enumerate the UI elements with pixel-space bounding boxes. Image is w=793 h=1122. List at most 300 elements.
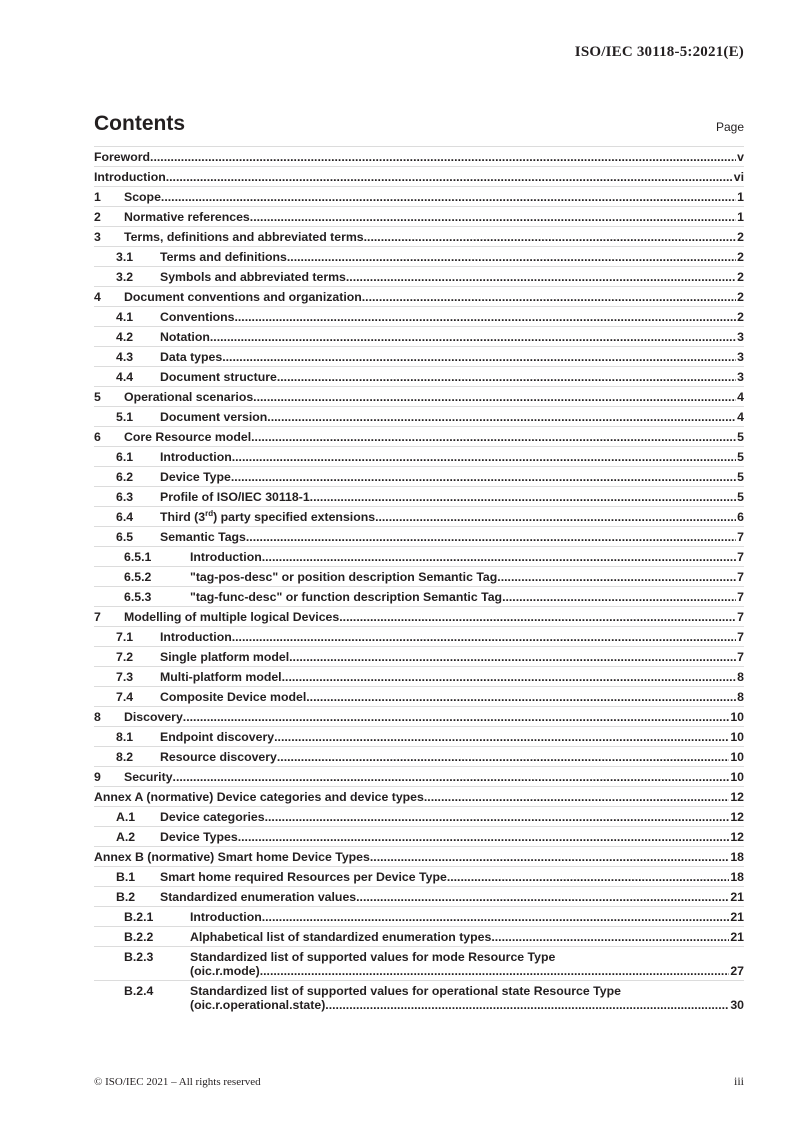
toc-entry-line (160, 330, 744, 344)
toc-entry-title (160, 450, 232, 464)
toc-entry-title-text: ) party specified extensions (213, 510, 376, 524)
dot-leader (364, 230, 737, 244)
dot-leader (287, 250, 736, 264)
row-divider (94, 946, 744, 947)
toc-entry-line (190, 550, 744, 564)
toc-entry-line (160, 450, 744, 464)
table-of-contents (94, 146, 744, 1014)
toc-entry-title (160, 630, 232, 644)
dot-leader (222, 350, 736, 364)
toc-entry-page: 7 (737, 610, 744, 624)
toc-entry[interactable] (94, 906, 744, 926)
dot-leader (238, 830, 730, 844)
dot-leader (310, 490, 736, 504)
toc-entry-line (160, 370, 744, 384)
row-divider (94, 846, 744, 847)
toc-entry[interactable] (94, 226, 744, 246)
toc-entry-page: 8 (737, 670, 744, 684)
toc-entry-line (160, 530, 744, 544)
row-divider (94, 446, 744, 447)
toc-entry-page: v (737, 150, 744, 164)
toc-entry-title-text: Discovery (124, 710, 183, 724)
toc-entry[interactable] (94, 926, 744, 946)
row-divider (94, 346, 744, 347)
toc-entry[interactable] (94, 146, 744, 166)
toc-entry[interactable] (94, 386, 744, 406)
toc-entry[interactable] (94, 980, 744, 1014)
toc-entry-title-text: Resource discovery (160, 750, 277, 764)
dot-leader (346, 270, 736, 284)
toc-entry-title (160, 310, 234, 324)
row-divider (94, 786, 744, 787)
toc-entry-page: 5 (737, 490, 744, 504)
toc-entry-page: 12 (730, 830, 744, 844)
toc-entry-title-text: Normative references (124, 210, 250, 224)
toc-entry-number: 3.1 (116, 250, 134, 264)
toc-entry-page: 30 (730, 998, 744, 1012)
dot-leader (232, 450, 736, 464)
dot-leader (375, 510, 736, 524)
toc-entry-line (190, 964, 744, 978)
toc-entry[interactable] (94, 666, 744, 686)
toc-entry-title-text: "tag-pos-desc" or position description Semantic Tag (190, 570, 498, 584)
dot-leader (260, 964, 730, 978)
toc-entry-title-text: Introduction (190, 550, 262, 564)
toc-entry-line (190, 910, 744, 924)
document-identifier: ISO/IEC 30118-5:2021(E) (574, 44, 744, 60)
row-divider (94, 726, 744, 727)
toc-entry-page: 7 (737, 650, 744, 664)
row-divider (94, 980, 744, 981)
toc-entry-title (124, 430, 251, 444)
toc-entry-page: 2 (737, 250, 744, 264)
toc-entry-page: 3 (737, 350, 744, 364)
toc-entry-title-text: Symbols and abbreviated terms (160, 270, 346, 284)
toc-entry-page: 2 (737, 310, 744, 324)
toc-entry-title (94, 850, 370, 864)
toc-entry[interactable] (94, 286, 744, 306)
dot-leader (339, 610, 736, 624)
toc-entry-page: 27 (730, 964, 744, 978)
toc-entry[interactable] (94, 326, 744, 346)
toc-entry-line (160, 270, 744, 284)
toc-entry-title (160, 670, 282, 684)
toc-entry-title (94, 790, 424, 804)
toc-entry[interactable] (94, 766, 744, 786)
dot-leader (424, 790, 729, 804)
toc-entry-title (160, 530, 246, 544)
toc-entry-page: 21 (730, 890, 744, 904)
dot-leader (161, 190, 736, 204)
toc-entry-number: 6.5 (116, 530, 134, 544)
row-divider (94, 426, 744, 427)
dot-leader (325, 998, 729, 1012)
row-divider (94, 866, 744, 867)
toc-entry-page: 2 (737, 290, 744, 304)
toc-entry-title (190, 910, 262, 924)
dot-leader (234, 310, 736, 324)
toc-entry[interactable] (94, 306, 744, 326)
toc-entry-title-text: Security (124, 770, 173, 784)
toc-entry-title (124, 290, 362, 304)
toc-entry-number: 4.1 (116, 310, 134, 324)
toc-entry[interactable] (94, 726, 744, 746)
toc-entry-page: 10 (730, 710, 744, 724)
toc-entry[interactable] (94, 186, 744, 206)
row-divider (94, 926, 744, 927)
toc-entry[interactable] (94, 466, 744, 486)
toc-entry-title (190, 964, 260, 978)
toc-entry-title (124, 230, 364, 244)
toc-entry[interactable] (94, 546, 744, 566)
toc-entry-title-text: Document conventions and organization (124, 290, 362, 304)
toc-entry-title (160, 490, 310, 504)
toc-entry-number: 4.3 (116, 350, 134, 364)
toc-entry[interactable] (94, 346, 744, 366)
toc-entry[interactable] (94, 706, 744, 726)
dot-leader (183, 710, 730, 724)
toc-entry-page: 6 (737, 510, 744, 524)
toc-entry-line (160, 750, 744, 764)
toc-entry-line (160, 890, 744, 904)
row-divider (94, 806, 744, 807)
dot-leader (497, 570, 736, 584)
toc-entry-line (160, 410, 744, 424)
toc-entry-line (124, 230, 744, 244)
row-divider (94, 646, 744, 647)
toc-entry-number: 7.1 (116, 630, 134, 644)
row-divider (94, 366, 744, 367)
toc-entry-line (160, 310, 744, 324)
dot-leader (267, 410, 736, 424)
row-divider (94, 526, 744, 527)
toc-entry-title-text: Introduction (160, 630, 232, 644)
toc-entry-number: B.2.4 (124, 984, 154, 998)
toc-entry-line (94, 170, 744, 184)
toc-entry-title (94, 150, 150, 164)
toc-entry-number: 6.2 (116, 470, 134, 484)
row-divider (94, 906, 744, 907)
dot-leader (289, 650, 736, 664)
row-divider (94, 486, 744, 487)
toc-entry[interactable] (94, 206, 744, 226)
toc-entry-number: 6.5.1 (124, 550, 152, 564)
toc-entry[interactable] (94, 526, 744, 546)
toc-entry-title-text: "tag-func-desc" or function description Semantic Tag (190, 590, 503, 604)
row-divider (94, 566, 744, 567)
toc-entry-page: 21 (730, 910, 744, 924)
toc-entry-line (124, 710, 744, 724)
toc-entry-title-text: Composite Device model (160, 690, 307, 704)
toc-entry-title-text: Modelling of multiple logical Devices (124, 610, 340, 624)
toc-entry-number: B.2 (116, 890, 136, 904)
dot-leader (253, 390, 736, 404)
row-divider (94, 506, 744, 507)
toc-entry-title-text: Semantic Tags (160, 530, 246, 544)
toc-entry-title (160, 830, 238, 844)
toc-entry[interactable] (94, 566, 744, 586)
row-divider (94, 546, 744, 547)
toc-entry[interactable] (94, 846, 744, 866)
toc-entry-title-text: Notation (160, 330, 210, 344)
toc-entry-title-text: Multi-platform model (160, 670, 282, 684)
toc-entry-title (160, 250, 287, 264)
toc-entry-number: 3.2 (116, 270, 134, 284)
toc-entry-title-text: Profile of ISO/IEC 30118-1 (160, 490, 310, 504)
toc-entry-number: 4.4 (116, 370, 134, 384)
toc-entry[interactable] (94, 446, 744, 466)
toc-entry[interactable] (94, 686, 744, 706)
toc-entry-number: 3 (94, 230, 101, 244)
toc-entry-number: 8 (94, 710, 101, 724)
toc-entry[interactable] (94, 266, 744, 286)
toc-entry-line (190, 998, 744, 1012)
toc-entry-title-text: Single platform model (160, 650, 290, 664)
superscript: rd (205, 508, 214, 518)
toc-entry-line (124, 210, 744, 224)
dot-leader (282, 670, 737, 684)
row-divider (94, 246, 744, 247)
row-divider (94, 686, 744, 687)
dot-leader (277, 750, 729, 764)
toc-entry[interactable] (94, 426, 744, 446)
toc-entry-line (160, 350, 744, 364)
dot-leader (502, 590, 736, 604)
toc-entry-number: 5.1 (116, 410, 134, 424)
toc-entry-title (160, 890, 356, 904)
row-divider (94, 146, 744, 147)
toc-entry-page: 12 (730, 790, 744, 804)
toc-entry-page: 7 (737, 550, 744, 564)
toc-entry-number: 6.1 (116, 450, 134, 464)
toc-entry-page: 10 (730, 750, 744, 764)
toc-entry-number: A.2 (116, 830, 136, 844)
toc-entry-title-text: Introduction (190, 910, 262, 924)
dot-leader (306, 690, 736, 704)
toc-entry-page: 18 (730, 870, 744, 884)
toc-entry-title-text: Annex B (normative) Smart home Device Types (94, 850, 370, 864)
toc-entry-page: 7 (737, 590, 744, 604)
contents-heading: Contents (94, 112, 185, 135)
toc-entry[interactable] (94, 786, 744, 806)
toc-entry-number: B.2.3 (124, 950, 154, 964)
toc-entry-line (160, 730, 744, 744)
toc-entry[interactable] (94, 606, 744, 626)
toc-entry-number: 7 (94, 610, 101, 624)
dot-leader (173, 770, 730, 784)
toc-entry-page: 10 (730, 730, 744, 744)
dot-leader (370, 850, 729, 864)
toc-entry-line (160, 810, 744, 824)
toc-entry-number: 7.2 (116, 650, 134, 664)
row-divider (94, 466, 744, 467)
toc-entry[interactable] (94, 506, 744, 526)
toc-entry-page: 5 (737, 430, 744, 444)
toc-entry-title-text: Smart home required Resources per Device Type (160, 870, 447, 884)
toc-entry-title-text: (oic.r.mode) (190, 964, 260, 978)
toc-entry-line (124, 290, 744, 304)
toc-entry[interactable] (94, 406, 744, 426)
toc-entry-title-text: Device Type (160, 470, 231, 484)
dot-leader (265, 810, 730, 824)
toc-entry-page: 5 (737, 450, 744, 464)
toc-entry-number: 1 (94, 190, 101, 204)
toc-entry-title-text: Terms, definitions and abbreviated terms (124, 230, 364, 244)
toc-entry[interactable] (94, 246, 744, 266)
toc-entry-page: 7 (737, 530, 744, 544)
toc-entry-title (160, 410, 267, 424)
toc-entry-page: 3 (737, 370, 744, 384)
toc-entry-title-text: Device Types (160, 830, 238, 844)
toc-entry-title-text: Conventions (160, 310, 235, 324)
toc-entry-number: 6 (94, 430, 101, 444)
dot-leader (491, 930, 729, 944)
toc-entry-line (160, 510, 744, 524)
row-divider (94, 886, 744, 887)
toc-entry-title-text: Core Resource model (124, 430, 252, 444)
row-divider (94, 206, 744, 207)
row-divider (94, 306, 744, 307)
toc-entry[interactable] (94, 586, 744, 606)
toc-entry[interactable] (94, 486, 744, 506)
toc-entry-line (124, 390, 744, 404)
dot-leader (274, 730, 729, 744)
toc-entry[interactable] (94, 366, 744, 386)
toc-entry-title (160, 370, 277, 384)
toc-entry-page: 8 (737, 690, 744, 704)
toc-entry[interactable] (94, 646, 744, 666)
dot-leader (251, 430, 736, 444)
dot-leader (250, 210, 736, 224)
toc-entry-page: 7 (737, 570, 744, 584)
toc-entry-title-text: Introduction (94, 170, 166, 184)
toc-entry-line (160, 490, 744, 504)
page-column-label: Page (715, 120, 744, 134)
toc-entry[interactable] (94, 946, 744, 980)
toc-entry-number: B.1 (116, 870, 136, 884)
toc-entry-title (160, 690, 306, 704)
toc-entry-title (160, 750, 277, 764)
toc-entry[interactable] (94, 866, 744, 886)
row-divider (94, 266, 744, 267)
toc-entry-page: 4 (737, 390, 744, 404)
dot-leader (231, 470, 736, 484)
toc-entry-line (190, 930, 744, 944)
row-divider (94, 226, 744, 227)
toc-entry-title (124, 190, 161, 204)
toc-entry-number: 7.4 (116, 690, 134, 704)
toc-entry[interactable] (94, 806, 744, 826)
toc-entry-line (94, 790, 744, 804)
dot-leader (262, 550, 736, 564)
row-divider (94, 746, 744, 747)
toc-entry-line (160, 250, 744, 264)
row-divider (94, 166, 744, 167)
toc-entry-title (124, 210, 250, 224)
toc-entry-line (190, 570, 744, 584)
toc-entry-title-text: Foreword (94, 150, 151, 164)
toc-entry-title-line: Standardized list of supported values for operational state Resource Type (190, 984, 621, 998)
dot-leader (166, 170, 733, 184)
toc-entry-title (190, 998, 325, 1012)
toc-entry-line (160, 670, 744, 684)
toc-entry-title (94, 170, 166, 184)
toc-entry-title (190, 570, 497, 584)
toc-entry-line (124, 430, 744, 444)
row-divider (94, 706, 744, 707)
toc-entry-number: B.2.1 (124, 910, 154, 924)
row-divider (94, 586, 744, 587)
toc-entry-number: 6.5.2 (124, 570, 152, 584)
toc-entry-number: 8.1 (116, 730, 134, 744)
toc-entry[interactable] (94, 166, 744, 186)
toc-entry-title (190, 930, 491, 944)
toc-entry-line (190, 590, 744, 604)
toc-entry-title-text: Data types (160, 350, 223, 364)
toc-entry-number: B.2.2 (124, 930, 154, 944)
toc-entry-title-text: Endpoint discovery (160, 730, 275, 744)
row-divider (94, 606, 744, 607)
row-divider (94, 766, 744, 767)
toc-entry-number: A.1 (116, 810, 136, 824)
toc-entry-page: 2 (737, 270, 744, 284)
toc-entry-title-text: Document structure (160, 370, 277, 384)
toc-entry-title (160, 810, 265, 824)
row-divider (94, 286, 744, 287)
toc-entry-number: 7.3 (116, 670, 134, 684)
toc-entry-line (160, 630, 744, 644)
toc-entry-title-text: Third (3 (160, 510, 206, 524)
toc-entry-title-text: Scope (124, 190, 161, 204)
toc-entry-title (124, 390, 253, 404)
toc-entry-line (160, 470, 744, 484)
toc-entry-title-text: Document version (160, 410, 268, 424)
toc-entry-line (124, 610, 744, 624)
toc-entry[interactable] (94, 886, 744, 906)
toc-entry-number: 6.3 (116, 490, 134, 504)
row-divider (94, 666, 744, 667)
toc-entry-title-text: Terms and definitions (160, 250, 287, 264)
toc-entry[interactable] (94, 746, 744, 766)
toc-entry-page: 21 (730, 930, 744, 944)
toc-entry-number: 5 (94, 390, 101, 404)
toc-entry[interactable] (94, 626, 744, 646)
toc-entry-line (160, 650, 744, 664)
toc-entry-number: 9 (94, 770, 101, 784)
toc-entry-page: 1 (737, 210, 744, 224)
toc-entry-page: 5 (737, 470, 744, 484)
toc-entry-title-text: Standardized enumeration values (160, 890, 357, 904)
toc-entry-title (190, 550, 262, 564)
toc-entry-title (160, 650, 289, 664)
toc-entry-line (124, 190, 744, 204)
toc-entry-number: 2 (94, 210, 101, 224)
toc-entry-title (190, 590, 502, 604)
toc-entry-line (160, 830, 744, 844)
dot-leader (262, 910, 730, 924)
toc-entry-title (160, 470, 231, 484)
toc-entry-title (124, 770, 173, 784)
toc-entry-line (160, 690, 744, 704)
toc-entry-number: 8.2 (116, 750, 134, 764)
toc-entry-title-line: Standardized list of supported values for mode Resource Type (190, 950, 556, 964)
dot-leader (232, 630, 736, 644)
toc-entry-title (160, 730, 274, 744)
row-divider (94, 186, 744, 187)
row-divider (94, 386, 744, 387)
toc-entry-page: 7 (737, 630, 744, 644)
toc-entry[interactable] (94, 826, 744, 846)
